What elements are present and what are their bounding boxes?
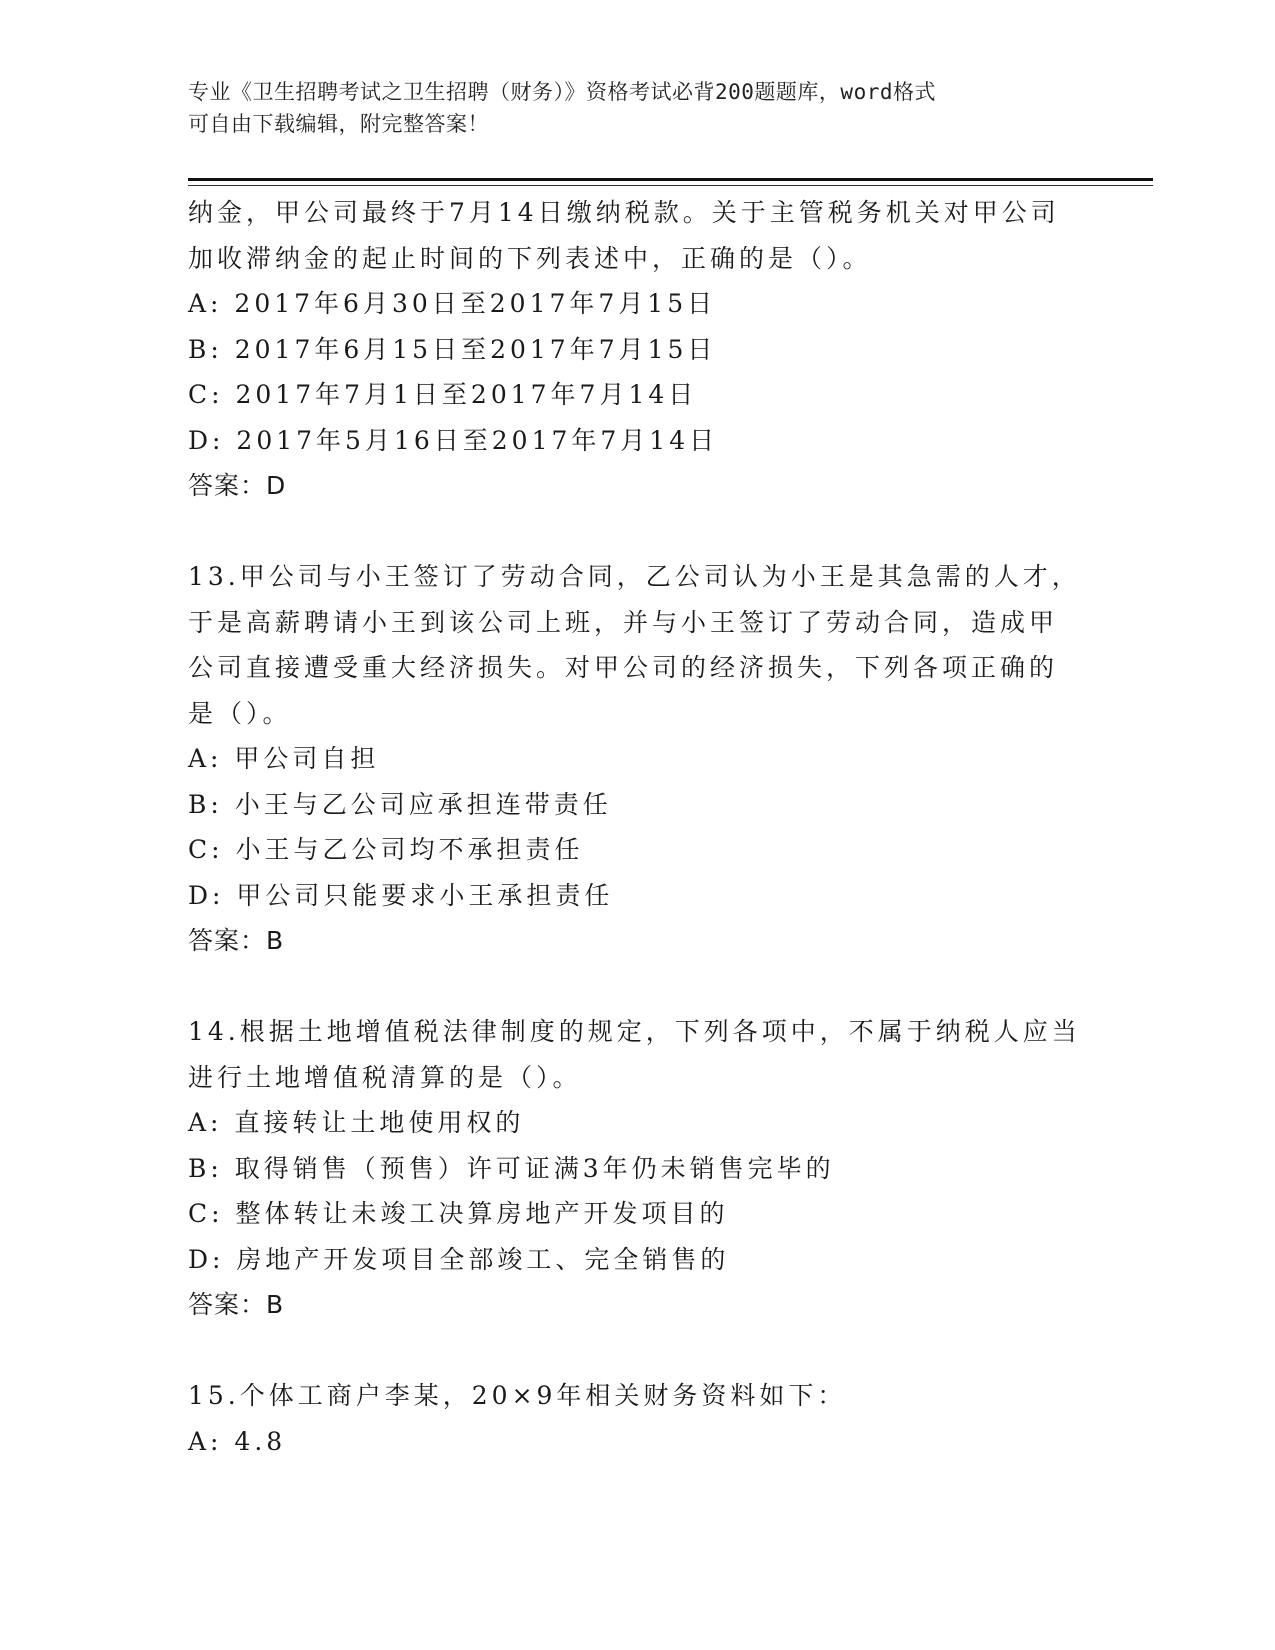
answer: 答案：B (188, 926, 285, 955)
question-stem-line: 13.甲公司与小王签订了劳动合同，乙公司认为小王是其急需的人才， (188, 562, 1081, 591)
question-stem-line: 加收滞纳金的起止时间的下列表述中，正确的是（）。 (188, 243, 872, 273)
question-13 (188, 554, 1088, 964)
option-d: D: 2017年5月16日至2017年7月14日 (188, 425, 719, 455)
header-rule-thin (188, 185, 1153, 186)
option-c: C: 2017年7月1日至2017年7月14日 (188, 380, 698, 409)
question-content (188, 190, 1088, 1464)
option-c: C: 整体转让未竣工决算房地产开发项目的 (188, 1199, 729, 1228)
question-stem-line: 公司直接遭受重大经济损失。对甲公司的经济损失，下列各项正确的 (188, 653, 1059, 682)
spacer (188, 964, 1088, 1010)
header-rule-thick (188, 178, 1153, 181)
question-stem-line: 是（）。 (188, 698, 292, 728)
question-15 (188, 1373, 1088, 1464)
question-12 (188, 190, 1088, 509)
spacer (188, 1328, 1088, 1374)
option-d: D: 甲公司只能要求小王承担责任 (188, 880, 614, 910)
question-14 (188, 1009, 1088, 1328)
question-stem-line: 14.根据土地增值税法律制度的规定，下列各项中，不属于纳税人应当 (188, 1017, 1081, 1046)
question-stem-line: 于是高薪聘请小王到该公司上班，并与小王签订了劳动合同，造成甲 (188, 607, 1059, 637)
answer: 答案：D (188, 471, 287, 500)
option-a: A: 2017年6月30日至2017年7月15日 (188, 289, 717, 318)
option-a: A: 4.8 (188, 1426, 287, 1456)
question-stem-line: 15.个体工商户李某，20×9年相关财务资料如下： (188, 1381, 847, 1410)
header-line-1: 专业《卫生招聘考试之卫生招聘（财务）》资格考试必背200题题库，word格式 (188, 80, 936, 104)
question-stem-line: 进行土地增值税清算的是（）。 (188, 1062, 582, 1092)
option-b: B: 2017年6月15日至2017年7月15日 (188, 334, 717, 364)
header-line-2: 可自由下载编辑，附完整答案！ (188, 112, 489, 136)
option-a: A: 甲公司自担 (188, 744, 380, 773)
option-c: C: 小王与乙公司均不承担责任 (188, 835, 584, 864)
document-header (188, 76, 1088, 140)
option-d: D: 房地产开发项目全部竣工、完全销售的 (188, 1244, 730, 1274)
question-stem-line: 纳金，甲公司最终于7月14日缴纳税款。关于主管税务机关对甲公司 (188, 198, 1060, 227)
option-b: B: 取得销售（预售）许可证满3年仍未销售完毕的 (188, 1153, 835, 1183)
answer: 答案：B (188, 1290, 285, 1319)
option-b: B: 小王与乙公司应承担连带责任 (188, 789, 612, 819)
option-a: A: 直接转让土地使用权的 (188, 1108, 525, 1137)
spacer (188, 509, 1088, 555)
